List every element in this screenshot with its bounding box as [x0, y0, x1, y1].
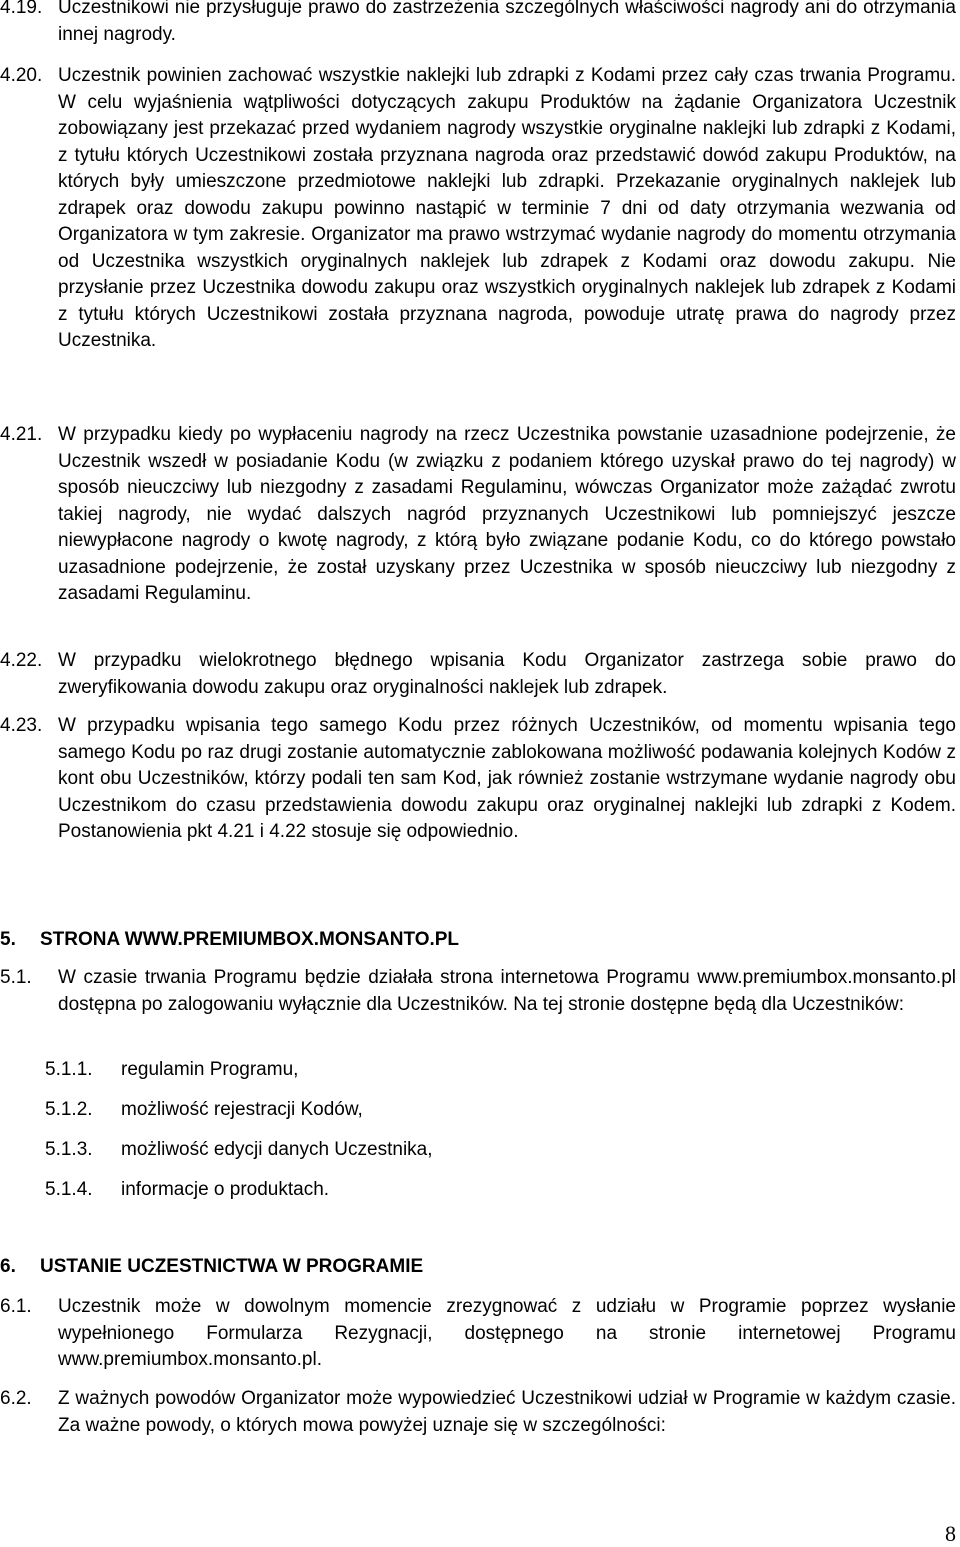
paragraph-text: Uczestnik powinien zachować wszystkie naklejki lub zdrapki z Kodami przez cały czas trwania Programu. W celu wyjaśnienia wątpliwości dotyczących zakupu Produktów na żądanie Organizatora Uczestnik zobowiązany jest przekazać przed wydaniem nagrody wszystkie oryginalne naklejki lub zdrapki z Kodami, z tytułu których Uczestnikowi została przyznana nagroda oraz przedstawić dowód zakupu Produktów, na których były umieszczone przedmiotowe naklejki lub zdrapki. Przekazanie oryginalnych naklejek lub zdrapek oraz dowodu zakupu powinno nastąpić w terminie 7 dni od daty otrzymania wezwania od Organizatora w tym zakresie. Organizator ma prawo wstrzymać wydanie nagrody do momentu otrzymania od Uczestnika wszystkich oryginalnych naklejek lub zdrapek z Kodami oraz dowodu zakupu. Nie przysłanie przez Uczestnika dowodu zakupu oraz wszystkich oryginalnych naklejek lub zdrapek z Kodami z tytułu których Uczestnikowi została przyznana nagroda, powoduje utratę prawa do nagrody przez Uczestnika. — [58, 65, 956, 351]
list-item-number: 5.1.4. — [45, 1179, 93, 1200]
list-item-number: 5.1.1. — [45, 1059, 93, 1080]
paragraph-4-23 — [0, 713, 956, 846]
paragraph-text: Z ważnych powodów Organizator może wypowiedzieć Uczestnikowi udział w Programie w każdym czasie. Za ważne powody, o których mowa powyżej uznaje się w szczególności: — [58, 1388, 956, 1436]
paragraph-text: Uczestnik może w dowolnym momencie zrezygnować z udziału w Programie poprzez wysłanie wypełnionego Formularza Rezygnacji, dostępnego na stronie internetowej Programu www.premiumbox.monsanto.pl. — [58, 1296, 956, 1370]
list-item-number: 5.1.3. — [45, 1139, 93, 1160]
paragraph-number: 6.2. — [0, 1388, 32, 1409]
paragraph-text: Uczestnikowi nie przysługuje prawo do zastrzeżenia szczególnych właściwości nagrody ani do otrzymania innej nagrody. — [58, 0, 956, 45]
section-number: 5. — [0, 929, 16, 950]
section-number: 6. — [0, 1256, 16, 1277]
list-item-5-1-2 — [45, 1097, 363, 1123]
list-item-5-1-1 — [45, 1057, 298, 1083]
list-item-text: możliwość rejestracji Kodów, — [121, 1099, 363, 1120]
section-title: USTANIE UCZESTNICTWA W PROGRAMIE — [40, 1256, 424, 1277]
paragraph-text: W przypadku wpisania tego samego Kodu przez różnych Uczestników, od momentu wpisania tego samego Kodu po raz drugi zostanie automatycznie zablokowana możliwość podawania kolejnych Kodów z kont obu Uczestników, którzy podali ten sam Kod, jak również zostanie wstrzymane wydanie nagrody obu Uczestnikom do czasu przedstawienia dowodu zakupu oraz oryginalnej naklejki lub zdrapki z Kodem. Postanowienia pkt 4.21 i 4.22 stosuje się odpowiednio. — [58, 715, 956, 842]
section-title: STRONA WWW.PREMIUMBOX.MONSANTO.PL — [40, 929, 460, 950]
list-item-5-1-4 — [45, 1177, 329, 1203]
paragraph-number: 4.23. — [0, 715, 43, 736]
section-heading-5 — [0, 927, 459, 953]
list-item-text: regulamin Programu, — [121, 1059, 299, 1080]
paragraph-5-1 — [0, 965, 956, 1018]
page-number: 8 — [945, 1521, 956, 1546]
paragraph-text: W czasie trwania Programu będzie działała strona internetowa Programu www.premiumbox.monsanto.pl dostępna po zalogowaniu wyłącznie dla Uczestników. Na tej stronie dostępne będą dla Uczestników: — [58, 967, 956, 1015]
paragraph-number: 4.22. — [0, 650, 43, 671]
paragraph-6-1 — [0, 1294, 956, 1374]
list-item-text: informacje o produktach. — [121, 1179, 330, 1200]
paragraph-number: 4.19. — [0, 0, 43, 18]
paragraph-number: 4.20. — [0, 65, 43, 86]
paragraph-4-20 — [0, 63, 956, 355]
paragraph-number: 6.1. — [0, 1296, 32, 1317]
paragraph-text: W przypadku kiedy po wypłaceniu nagrody na rzecz Uczestnika powstanie uzasadnione podejrzenie, że Uczestnik wszedł w posiadanie Kodu (w związku z podaniem którego uzyskał prawo do tej nagrody) w sposób nieuczciwy lub niezgodny z zasadami Regulaminu, wówczas Organizator może zażądać zwrotu takiej nagrody, nie wydać dalszych nagród przyznanych Uczestnikowi lub pomniejszyć jeszcze niewypłacone nagrody o kwotę nagrody, z którą było związane podanie Kodu, co do którego powstało uzasadnione podejrzenie, że został uzyskany przez Uczestnika w sposób nieuczciwy lub niezgodny z zasadami Regulaminu. — [58, 424, 956, 604]
paragraph-text: W przypadku wielokrotnego błędnego wpisania Kodu Organizator zastrzega sobie prawo do zweryfikowania dowodu zakupu oraz oryginalności naklejek lub zdrapek. — [58, 650, 956, 698]
paragraph-6-2 — [0, 1386, 956, 1439]
section-heading-6 — [0, 1254, 423, 1280]
paragraph-4-19 — [0, 0, 956, 48]
paragraph-4-22 — [0, 648, 956, 701]
list-item-number: 5.1.2. — [45, 1099, 93, 1120]
list-item-5-1-3 — [45, 1137, 433, 1163]
paragraph-number: 4.21. — [0, 424, 43, 445]
paragraph-4-21 — [0, 422, 956, 608]
list-item-text: możliwość edycji danych Uczestnika, — [121, 1139, 433, 1160]
paragraph-number: 5.1. — [0, 967, 32, 988]
